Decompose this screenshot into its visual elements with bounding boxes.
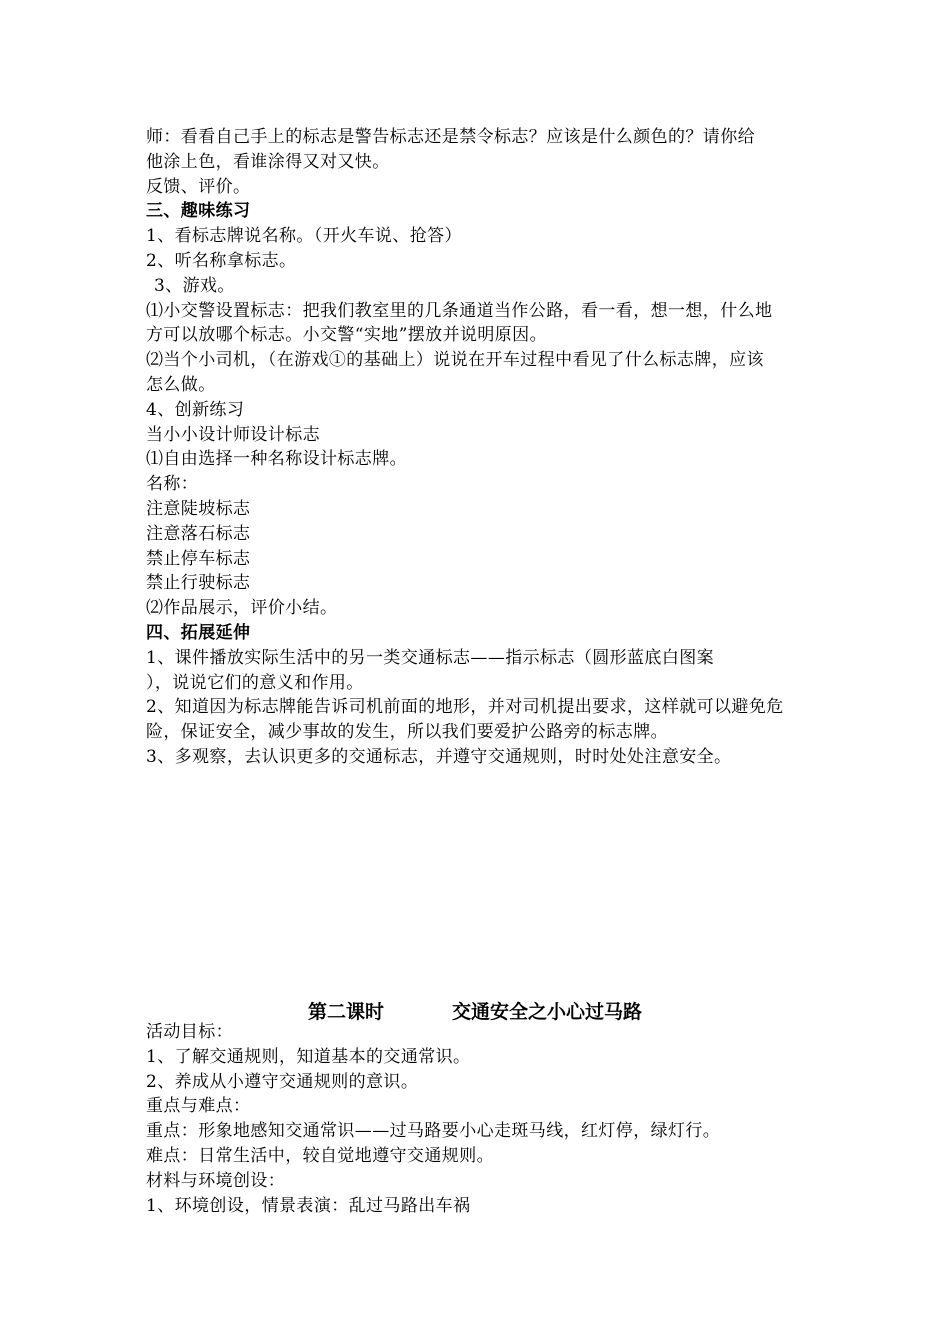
text-line: 1、环境创设，情景表演：乱过马路出车祸: [146, 1195, 471, 1216]
text-line: 禁止停车标志: [146, 548, 251, 569]
section-heading: 三、趣味练习: [146, 201, 251, 222]
text-line: 怎么做。: [146, 374, 216, 395]
text-line: 1、课件播放实际生活中的另一类交通标志——指示标志（圆形蓝底白图案: [146, 647, 715, 668]
text-line: 1、了解交通规则，知道基本的交通常识。: [146, 1046, 471, 1067]
text-line: ⑴自由选择一种名称设计标志牌。: [146, 449, 407, 470]
text-line: 师：看看自己手上的标志是警告标志还是禁令标志？应该是什么颜色的？请你给: [146, 127, 755, 147]
text-line: 名称：: [146, 474, 199, 495]
text-line: 险，保证安全，减少事故的发生，所以我们要爱护公路旁的标志牌。: [146, 722, 668, 743]
text-line: ），说说它们的意义和作用。: [146, 672, 364, 693]
text-line: 难点：日常生活中，较自觉地遵守交通规则。: [146, 1145, 494, 1166]
text-line: 3、多观察，去认识更多的交通标志，并遵守交通规则，时时处处注意安全。: [146, 746, 732, 767]
text-line: 反馈、评价。: [146, 176, 251, 197]
text-line: ⑵作品展示，评价小结。: [146, 598, 338, 619]
text-line: 2、养成从小遵守交通规则的意识。: [146, 1071, 419, 1092]
text-line: 注意陡坡标志: [146, 498, 251, 519]
lesson-2-body: [146, 1020, 826, 1218]
text-line: 禁止行驶标志: [146, 573, 251, 594]
text-line: 方可以放哪个标志。小交警“实地”摆放并说明原因。: [146, 325, 547, 346]
section-heading: 四、拓展延伸: [146, 622, 251, 643]
text-line: 当小小设计师设计标志: [146, 424, 320, 445]
text-line: 活动目标：: [146, 1022, 233, 1042]
text-line: 重点：形象地感知交通常识——过马路要小心走斑马线，红灯停，绿灯行。: [146, 1121, 721, 1142]
text-line: 重点与难点：: [146, 1096, 251, 1117]
text-line: 他涂上色，看谁涂得又对又快。: [146, 151, 390, 172]
text-line: 4、创新练习: [146, 399, 245, 420]
text-line: 注意落石标志: [146, 523, 251, 544]
text-line: 材料与环境创设：: [146, 1170, 286, 1191]
text-line: 2、知道因为标志牌能告诉司机前面的地形，并对司机提出要求，这样就可以避免危: [146, 697, 784, 718]
text-line: 1、看标志牌说名称。（开火车说、抢答）: [146, 226, 462, 247]
text-line: ⑵当个小司机，（在游戏①的基础上）说说在开车过程中看见了什么标志牌，应该: [146, 350, 764, 371]
lesson-title-part1: 第二课时: [307, 1001, 384, 1023]
section-1: [146, 125, 826, 770]
text-line: 2、听名称拿标志。: [146, 250, 297, 271]
text-line: ⑴小交警设置标志：把我们教室里的几条通道当作公路，看一看，想一想，什么地: [146, 300, 773, 321]
text-line: 3、游戏。: [154, 275, 235, 296]
lesson-title-part2: 交通安全之小心过马路: [452, 1001, 643, 1023]
